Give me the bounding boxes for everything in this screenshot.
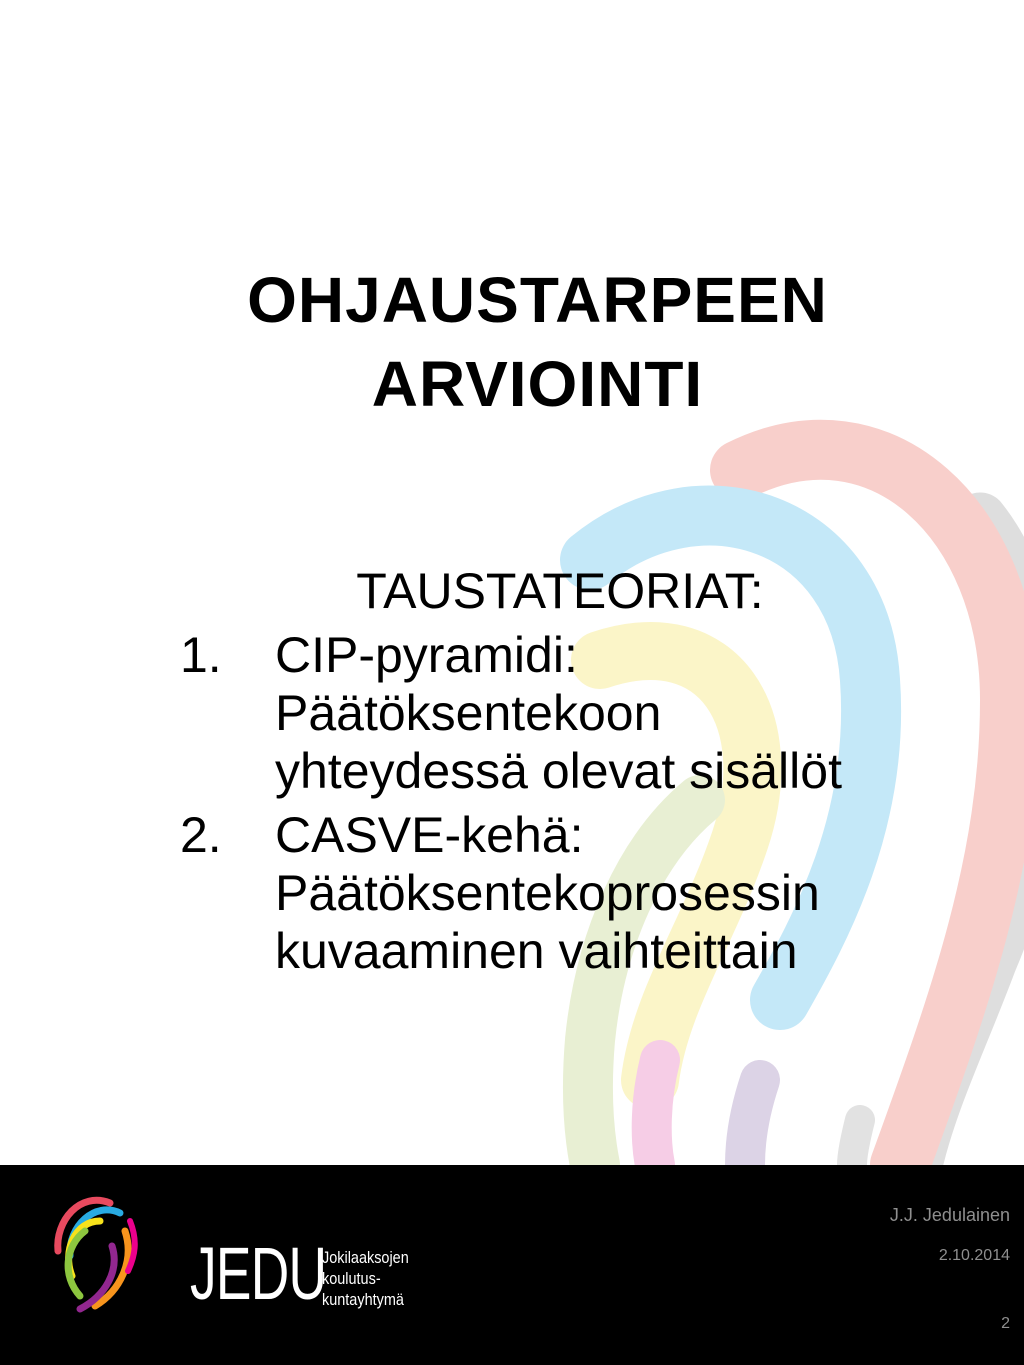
list-item — [170, 626, 930, 800]
list-item-number: 2. — [180, 807, 222, 863]
slide-footer — [0, 1165, 1024, 1365]
jedu-logo — [50, 1187, 409, 1332]
footer-author: J.J. Jedulainen — [889, 1205, 1010, 1225]
jedu-swirl-icon — [50, 1191, 140, 1321]
list-item-line: Päätöksentekoon — [275, 685, 662, 741]
swirl-gray-small-arc — [852, 1120, 860, 1165]
section-heading: TAUSTATEORIAT: — [356, 563, 764, 619]
list-item-line: kuvaaminen vaihteittain — [275, 923, 798, 979]
jedu-brand-text: JEDU — [190, 1232, 327, 1315]
list-item-line: yhteydessä olevat sisällöt — [275, 743, 842, 799]
title-line-2: ARVIOINTI — [371, 348, 704, 420]
slide-number: 2 — [1001, 1315, 1010, 1332]
list-item — [170, 806, 930, 980]
organization-name-line: kuntayhtymä — [322, 1290, 404, 1309]
organization-name-line: koulutus- — [322, 1269, 381, 1288]
list-item-line: CIP-pyramidi: — [275, 627, 578, 683]
slide-body — [170, 562, 930, 986]
organization-name-line: Jokilaaksojen — [322, 1248, 409, 1267]
list-item-line: CASVE-kehä: — [275, 807, 584, 863]
swirl-purple-arc — [745, 1080, 760, 1165]
swirl-gray-arc — [915, 520, 1024, 1165]
list-item-number: 1. — [180, 627, 222, 683]
slide-title — [150, 258, 925, 426]
organization-name — [322, 1247, 409, 1310]
title-line-1: OHJAUSTARPEEN — [247, 264, 828, 336]
swirl-magenta-arc — [652, 1060, 660, 1165]
footer-date: 2.10.2014 — [938, 1247, 1010, 1264]
list-item-line: Päätöksentekoprosessin — [275, 865, 820, 921]
